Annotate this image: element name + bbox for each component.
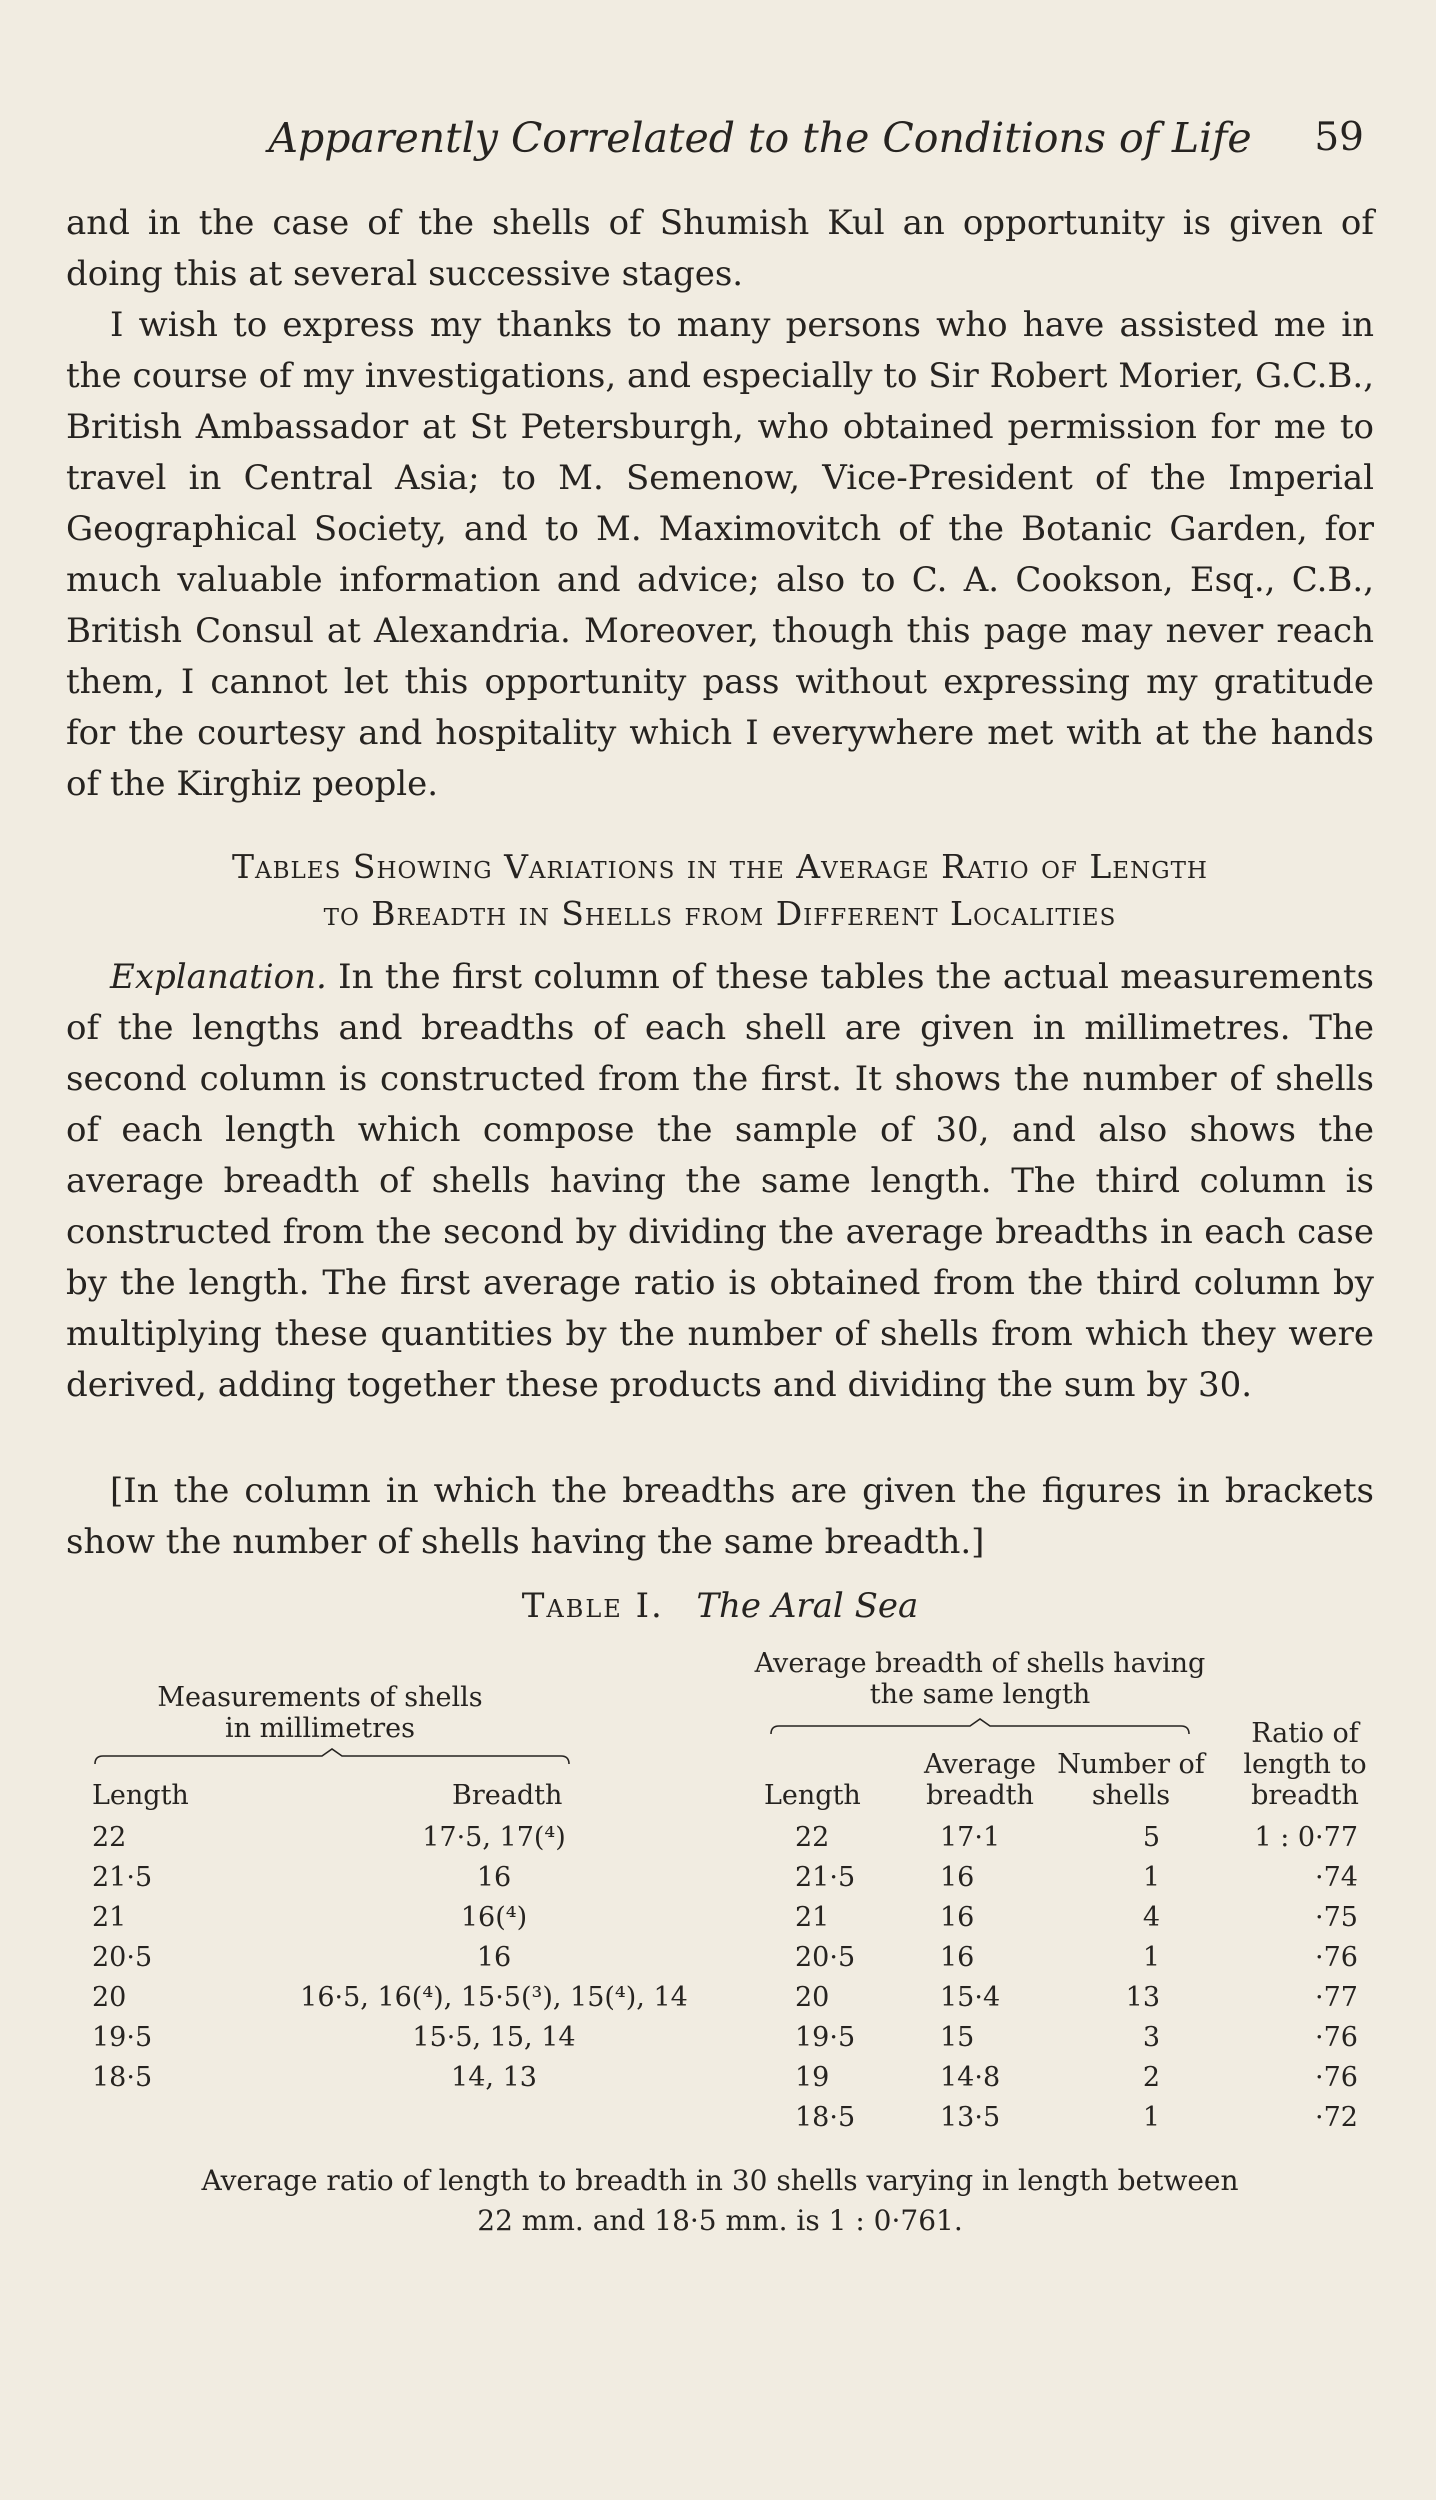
- cell-average-breadth: 17·1: [940, 1822, 1001, 1853]
- cell-number: 2: [1142, 2062, 1160, 2093]
- cell-length: 20·5: [92, 1942, 153, 1973]
- cell-length: 19: [795, 2062, 830, 2093]
- explanation-text: In the first column of these tables the actual measurements of the lengths and breadths of each shell are given in millimetres. The second column is constructed from the first. It shows the number of shells of each length which compose the sample of 30, and also shows the average breadth of shells having the same length. The third column is constructed from the second by dividing the average breadths in each case by the length. The first average ratio is obtained from the third column by multiplying these quantities by the number of shells from which they were derived, adding together these products and dividing the sum by 30.: [66, 957, 1374, 1405]
- cell-breadth: 16: [476, 1862, 512, 1893]
- cell-breadth: 15·5, 15, 14: [412, 2022, 576, 2053]
- cell-average-breadth: 16: [940, 1902, 975, 1933]
- cell-length: 19·5: [795, 2022, 856, 2053]
- cell-number: 4: [1142, 1902, 1160, 1933]
- section-heading: [66, 843, 1374, 937]
- col-header-breadth: Breadth: [452, 1780, 563, 1811]
- paragraph-bracket-note: [66, 1466, 1374, 1568]
- paragraph-text: and in the case of the shells of Shumish Kul an opportunity is given of doing this at several successive stages.: [66, 203, 1374, 294]
- table-label: Table I.: [521, 1586, 664, 1626]
- table-summary: [66, 2161, 1374, 2241]
- cell-average-breadth: 16: [940, 1942, 975, 1973]
- running-head: [70, 108, 1366, 168]
- cell-ratio: ·74: [1315, 1862, 1358, 1893]
- cell-ratio: ·72: [1315, 2102, 1358, 2133]
- cell-ratio: ·77: [1315, 1982, 1358, 2013]
- cell-ratio: ·76: [1315, 2022, 1358, 2053]
- cell-breadth: 14, 13: [451, 2062, 537, 2093]
- group-header-measurements: Measurements of shells in millimetres: [157, 1682, 483, 1744]
- cell-number: 1: [1142, 1862, 1160, 1893]
- cell-ratio: ·75: [1315, 1902, 1358, 1933]
- cell-breadth: 16(⁴): [460, 1902, 528, 1933]
- cell-breadth: 16: [476, 1942, 512, 1973]
- cell-ratio: 1 : 0·77: [1254, 1822, 1358, 1853]
- cell-length: 20: [92, 1982, 127, 2013]
- running-title: Apparently Correlated to the Conditions of Life: [268, 114, 1252, 162]
- paragraph-continuation: [66, 198, 1374, 300]
- page-number: 59: [1314, 115, 1364, 160]
- cell-average-breadth: 15·4: [940, 1982, 1001, 2013]
- cell-ratio: ·76: [1315, 1942, 1358, 1973]
- cell-length: 22: [795, 1822, 830, 1853]
- cell-ratio: ·76: [1315, 2062, 1358, 2093]
- cell-length: 21·5: [92, 1862, 153, 1893]
- cell-length: 21: [92, 1902, 127, 1933]
- brace-measurements: [94, 1748, 570, 1766]
- paragraph-acknowledgements: [66, 300, 1374, 810]
- cell-length: 21: [795, 1902, 830, 1933]
- cell-number: 5: [1142, 1822, 1160, 1853]
- cell-length: 20·5: [795, 1942, 856, 1973]
- cell-length: 20: [795, 1982, 830, 2013]
- cell-length: 18·5: [795, 2102, 856, 2133]
- cell-average-breadth: 15: [940, 2022, 975, 2053]
- cell-breadth: 16·5, 16(⁴), 15·5(³), 15(⁴), 14: [300, 1982, 688, 2013]
- col-header-length-2: Length: [764, 1780, 861, 1811]
- table-summary-line-1: Average ratio of length to breadth in 30 shells varying in length between: [201, 2164, 1239, 2197]
- table-summary-line-2: 22 mm. and 18·5 mm. is 1 : 0·761.: [477, 2204, 963, 2237]
- section-heading-line-1: Tables Showing Variations in the Average Ratio of Length: [232, 847, 1208, 886]
- paragraph-explanation: [66, 952, 1374, 1411]
- cell-length: 18·5: [92, 2062, 153, 2093]
- cell-breadth: 17·5, 17(⁴): [422, 1822, 566, 1853]
- group-header-average: Average breadth of shells having the same length: [754, 1648, 1206, 1710]
- cell-number: 1: [1142, 2102, 1160, 2133]
- col-header-ratio: Ratio of length to breadth: [1243, 1718, 1367, 1811]
- cell-average-breadth: 14·8: [940, 2062, 1001, 2093]
- paragraph-text: [In the column in which the breadths are given the figures in brackets show the number of shells having the same breadth.]: [66, 1471, 1374, 1562]
- col-header-number: Number of shells: [1057, 1749, 1205, 1811]
- explanation-label: Explanation.: [110, 957, 327, 997]
- cell-number: 3: [1142, 2022, 1160, 2053]
- section-heading-line-2: to Breadth in Shells from Different Localities: [323, 894, 1117, 933]
- cell-average-breadth: 16: [940, 1862, 975, 1893]
- cell-length: 19·5: [92, 2022, 153, 2053]
- table-name: The Aral Sea: [696, 1586, 919, 1626]
- cell-number: 13: [1125, 1982, 1160, 2013]
- table-title: [66, 1581, 1374, 1631]
- col-header-average-breadth: Average breadth: [924, 1749, 1036, 1811]
- cell-average-breadth: 13·5: [940, 2102, 1001, 2133]
- brace-average: [770, 1718, 1190, 1736]
- cell-number: 1: [1142, 1942, 1160, 1973]
- cell-length: 22: [92, 1822, 127, 1853]
- cell-length: 21·5: [795, 1862, 856, 1893]
- paragraph-text: I wish to express my thanks to many persons who have assisted me in the course of my investigations, and especially to Sir Robert Morier, G.C.B., British Ambassador at St Petersburgh, who obtained permission for me to travel in Central Asia; to M. Semenow, Vice-President of the Imperial Geographical Society, and to M. Maximovitch of the Botanic Garden, for much valuable information and advice; also to C. A. Cookson, Esq., C.B., British Consul at Alexandria. Moreover, though this page may never reach them, I cannot let this opportunity pass without expressing my gratitude for the courtesy and hospitality which I everywhere met with at the hands of the Kirghiz people.: [66, 305, 1374, 804]
- col-header-length: Length: [92, 1780, 189, 1811]
